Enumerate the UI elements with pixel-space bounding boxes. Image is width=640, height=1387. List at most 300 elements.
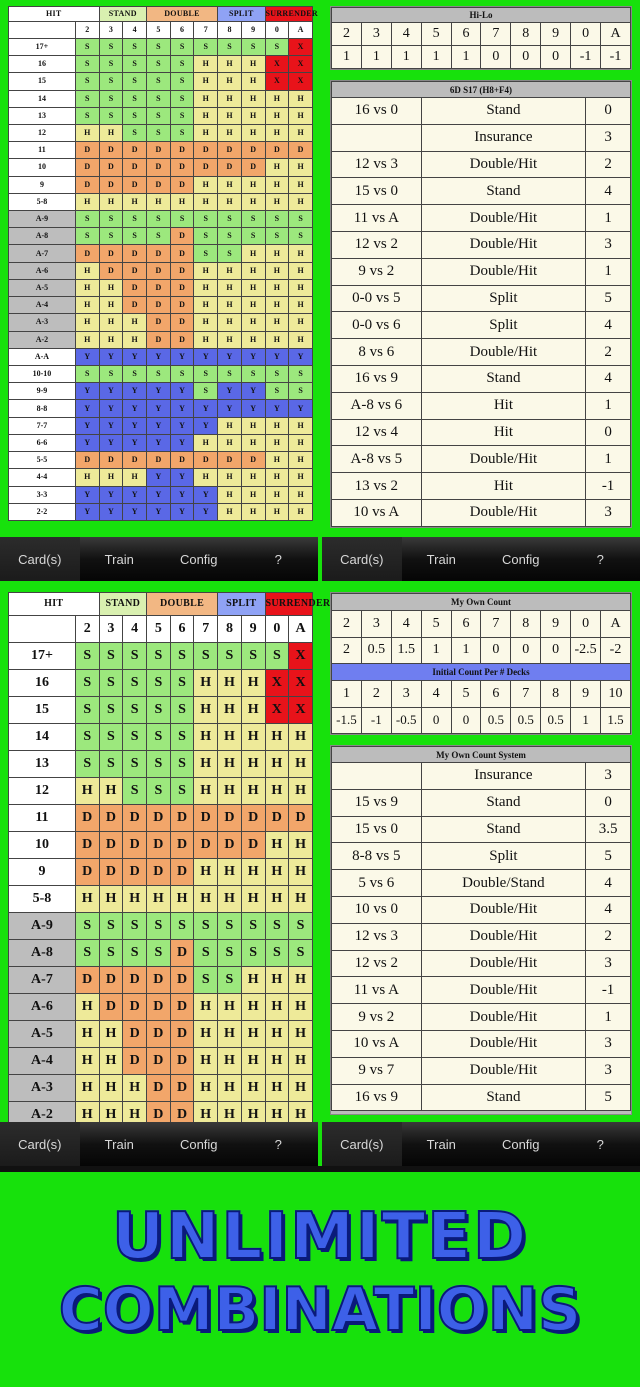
- deviation-row[interactable]: [332, 816, 631, 843]
- action-cell[interactable]: H: [241, 193, 265, 210]
- action-cell[interactable]: S: [146, 73, 170, 90]
- action-cell[interactable]: D: [99, 262, 123, 279]
- toolbar-config-button[interactable]: Config: [179, 1136, 218, 1152]
- action-cell[interactable]: H: [194, 469, 218, 486]
- action-cell[interactable]: H: [265, 469, 289, 486]
- action-cell[interactable]: H: [194, 56, 218, 73]
- action-cell[interactable]: H: [265, 750, 289, 777]
- deviation-row[interactable]: [332, 1004, 631, 1031]
- action-cell[interactable]: S: [146, 124, 170, 141]
- action-cell[interactable]: D: [170, 1074, 194, 1101]
- action-cell[interactable]: H: [218, 993, 242, 1020]
- deviation-row[interactable]: [332, 870, 631, 897]
- action-cell[interactable]: S: [123, 696, 147, 723]
- action-cell[interactable]: S: [75, 642, 99, 669]
- action-cell[interactable]: X: [289, 73, 313, 90]
- action-cell[interactable]: H: [99, 1101, 123, 1128]
- action-cell[interactable]: D: [241, 804, 265, 831]
- action-cell[interactable]: S: [75, 750, 99, 777]
- action-cell[interactable]: S: [75, 723, 99, 750]
- action-cell[interactable]: Y: [289, 348, 313, 365]
- action-cell[interactable]: S: [123, 939, 147, 966]
- action-cell[interactable]: H: [241, 245, 265, 262]
- action-cell[interactable]: H: [289, 885, 313, 912]
- action-cell[interactable]: S: [146, 56, 170, 73]
- action-cell[interactable]: D: [75, 831, 99, 858]
- action-cell[interactable]: H: [265, 831, 289, 858]
- action-cell[interactable]: D: [146, 314, 170, 331]
- action-cell[interactable]: D: [146, 245, 170, 262]
- action-cell[interactable]: H: [218, 1101, 242, 1128]
- action-cell[interactable]: H: [289, 503, 313, 520]
- action-cell[interactable]: H: [218, 434, 242, 451]
- action-cell[interactable]: D: [170, 939, 194, 966]
- action-cell[interactable]: H: [289, 966, 313, 993]
- action-cell[interactable]: H: [241, 1101, 265, 1128]
- action-cell[interactable]: S: [265, 366, 289, 383]
- action-cell[interactable]: H: [289, 452, 313, 469]
- action-cell[interactable]: H: [265, 452, 289, 469]
- action-cell[interactable]: S: [241, 939, 265, 966]
- action-cell[interactable]: S: [99, 642, 123, 669]
- action-cell[interactable]: D: [146, 804, 170, 831]
- action-cell[interactable]: D: [170, 452, 194, 469]
- action-cell[interactable]: H: [218, 486, 242, 503]
- action-cell[interactable]: Y: [170, 383, 194, 400]
- action-cell[interactable]: S: [146, 750, 170, 777]
- action-cell[interactable]: H: [265, 434, 289, 451]
- action-cell[interactable]: S: [194, 366, 218, 383]
- action-cell[interactable]: S: [123, 228, 147, 245]
- action-cell[interactable]: H: [241, 417, 265, 434]
- action-cell[interactable]: D: [194, 142, 218, 159]
- action-cell[interactable]: D: [218, 159, 242, 176]
- action-cell[interactable]: S: [75, 73, 99, 90]
- deviation-row[interactable]: [332, 365, 631, 392]
- action-cell[interactable]: D: [170, 245, 194, 262]
- action-cell[interactable]: H: [241, 262, 265, 279]
- action-cell[interactable]: H: [265, 503, 289, 520]
- action-cell[interactable]: D: [170, 1101, 194, 1128]
- action-cell[interactable]: S: [170, 56, 194, 73]
- action-cell[interactable]: H: [241, 486, 265, 503]
- action-cell[interactable]: H: [289, 159, 313, 176]
- action-cell[interactable]: H: [218, 331, 242, 348]
- action-cell[interactable]: H: [194, 124, 218, 141]
- action-cell[interactable]: H: [241, 723, 265, 750]
- action-cell[interactable]: D: [123, 1047, 147, 1074]
- action-cell[interactable]: D: [75, 245, 99, 262]
- action-cell[interactable]: S: [75, 939, 99, 966]
- deviation-row[interactable]: [332, 419, 631, 446]
- action-cell[interactable]: H: [265, 90, 289, 107]
- toolbar-cards-button[interactable]: Card(s): [322, 1122, 402, 1166]
- action-cell[interactable]: Y: [75, 348, 99, 365]
- action-cell[interactable]: D: [123, 245, 147, 262]
- action-cell[interactable]: S: [146, 777, 170, 804]
- action-cell[interactable]: H: [289, 107, 313, 124]
- deviation-row[interactable]: [332, 339, 631, 366]
- action-cell[interactable]: H: [123, 331, 147, 348]
- action-cell[interactable]: D: [123, 831, 147, 858]
- action-cell[interactable]: H: [241, 503, 265, 520]
- action-cell[interactable]: Y: [194, 400, 218, 417]
- action-cell[interactable]: S: [241, 228, 265, 245]
- action-cell[interactable]: S: [146, 38, 170, 55]
- own-system-box[interactable]: [330, 745, 632, 1115]
- action-cell[interactable]: D: [99, 831, 123, 858]
- deviation-row[interactable]: [332, 977, 631, 1004]
- action-cell[interactable]: D: [75, 142, 99, 159]
- action-cell[interactable]: H: [218, 858, 242, 885]
- action-cell[interactable]: S: [170, 38, 194, 55]
- action-cell[interactable]: D: [170, 142, 194, 159]
- action-cell[interactable]: S: [170, 750, 194, 777]
- action-cell[interactable]: D: [75, 966, 99, 993]
- action-cell[interactable]: H: [170, 193, 194, 210]
- action-cell[interactable]: H: [241, 885, 265, 912]
- action-cell[interactable]: Y: [75, 417, 99, 434]
- action-cell[interactable]: Y: [146, 434, 170, 451]
- action-cell[interactable]: H: [194, 331, 218, 348]
- action-cell[interactable]: S: [170, 723, 194, 750]
- action-cell[interactable]: H: [265, 124, 289, 141]
- action-cell[interactable]: S: [123, 90, 147, 107]
- action-cell[interactable]: H: [265, 193, 289, 210]
- action-cell[interactable]: S: [99, 366, 123, 383]
- toolbar-help-button[interactable]: ?: [596, 551, 604, 567]
- deviation-row[interactable]: [332, 312, 631, 339]
- action-cell[interactable]: D: [170, 159, 194, 176]
- action-cell[interactable]: D: [75, 176, 99, 193]
- action-cell[interactable]: S: [265, 912, 289, 939]
- action-cell[interactable]: Y: [170, 434, 194, 451]
- action-cell[interactable]: H: [241, 1074, 265, 1101]
- action-cell[interactable]: S: [75, 107, 99, 124]
- action-cell[interactable]: H: [265, 486, 289, 503]
- action-cell[interactable]: H: [123, 314, 147, 331]
- action-cell[interactable]: H: [194, 750, 218, 777]
- action-cell[interactable]: H: [241, 696, 265, 723]
- action-cell[interactable]: S: [218, 38, 242, 55]
- action-cell[interactable]: H: [218, 1074, 242, 1101]
- action-cell[interactable]: S: [123, 107, 147, 124]
- action-cell[interactable]: Y: [123, 434, 147, 451]
- action-cell[interactable]: H: [194, 993, 218, 1020]
- action-cell[interactable]: S: [123, 56, 147, 73]
- action-cell[interactable]: H: [265, 279, 289, 296]
- action-cell[interactable]: H: [99, 1020, 123, 1047]
- action-cell[interactable]: D: [123, 279, 147, 296]
- action-cell[interactable]: H: [289, 193, 313, 210]
- action-cell[interactable]: D: [146, 1020, 170, 1047]
- action-cell[interactable]: H: [146, 885, 170, 912]
- action-cell[interactable]: S: [170, 211, 194, 228]
- action-cell[interactable]: H: [265, 723, 289, 750]
- action-cell[interactable]: S: [170, 777, 194, 804]
- action-cell[interactable]: Y: [170, 469, 194, 486]
- action-cell[interactable]: D: [123, 804, 147, 831]
- deviation-row[interactable]: [332, 285, 631, 312]
- action-cell[interactable]: S: [194, 939, 218, 966]
- deviation-row[interactable]: [332, 446, 631, 473]
- action-cell[interactable]: H: [241, 434, 265, 451]
- action-cell[interactable]: S: [99, 38, 123, 55]
- action-cell[interactable]: H: [75, 469, 99, 486]
- action-cell[interactable]: S: [289, 912, 313, 939]
- action-cell[interactable]: Y: [123, 486, 147, 503]
- action-cell[interactable]: S: [123, 777, 147, 804]
- action-cell[interactable]: H: [123, 1074, 147, 1101]
- action-cell[interactable]: S: [146, 228, 170, 245]
- action-cell[interactable]: S: [123, 723, 147, 750]
- action-cell[interactable]: H: [241, 124, 265, 141]
- action-cell[interactable]: D: [194, 452, 218, 469]
- action-cell[interactable]: D: [146, 831, 170, 858]
- action-cell[interactable]: H: [75, 1047, 99, 1074]
- action-cell[interactable]: H: [218, 176, 242, 193]
- action-cell[interactable]: D: [146, 966, 170, 993]
- action-cell[interactable]: H: [218, 723, 242, 750]
- action-cell[interactable]: H: [289, 750, 313, 777]
- action-cell[interactable]: H: [75, 297, 99, 314]
- action-cell[interactable]: D: [289, 804, 313, 831]
- toolbar-train-button[interactable]: Train: [104, 551, 134, 567]
- action-cell[interactable]: D: [123, 297, 147, 314]
- action-cell[interactable]: H: [289, 417, 313, 434]
- deviation-row[interactable]: [332, 499, 631, 526]
- action-cell[interactable]: H: [289, 831, 313, 858]
- action-cell[interactable]: H: [194, 858, 218, 885]
- action-cell[interactable]: H: [265, 993, 289, 1020]
- action-cell[interactable]: H: [241, 331, 265, 348]
- action-cell[interactable]: S: [265, 642, 289, 669]
- action-cell[interactable]: Y: [194, 503, 218, 520]
- toolbar-train-button[interactable]: Train: [426, 551, 456, 567]
- action-cell[interactable]: H: [265, 417, 289, 434]
- action-cell[interactable]: H: [289, 124, 313, 141]
- action-cell[interactable]: S: [194, 245, 218, 262]
- action-cell[interactable]: S: [218, 228, 242, 245]
- action-cell[interactable]: S: [75, 696, 99, 723]
- toolbar-cards-button[interactable]: Card(s): [322, 537, 402, 581]
- action-cell[interactable]: S: [146, 696, 170, 723]
- action-cell[interactable]: D: [146, 993, 170, 1020]
- action-cell[interactable]: Y: [99, 503, 123, 520]
- action-cell[interactable]: D: [75, 452, 99, 469]
- action-cell[interactable]: X: [265, 56, 289, 73]
- action-cell[interactable]: S: [146, 669, 170, 696]
- action-cell[interactable]: H: [99, 777, 123, 804]
- action-cell[interactable]: H: [289, 858, 313, 885]
- action-cell[interactable]: H: [241, 279, 265, 296]
- action-cell[interactable]: D: [99, 993, 123, 1020]
- action-cell[interactable]: S: [99, 669, 123, 696]
- action-cell[interactable]: H: [218, 885, 242, 912]
- action-cell[interactable]: S: [75, 90, 99, 107]
- action-cell[interactable]: S: [146, 366, 170, 383]
- action-cell[interactable]: H: [194, 1074, 218, 1101]
- action-cell[interactable]: H: [265, 331, 289, 348]
- action-cell[interactable]: H: [75, 314, 99, 331]
- action-cell[interactable]: D: [170, 279, 194, 296]
- action-cell[interactable]: S: [99, 228, 123, 245]
- action-cell[interactable]: S: [75, 38, 99, 55]
- action-cell[interactable]: H: [75, 1020, 99, 1047]
- action-cell[interactable]: S: [99, 696, 123, 723]
- action-cell[interactable]: Y: [99, 417, 123, 434]
- action-cell[interactable]: H: [289, 176, 313, 193]
- action-cell[interactable]: S: [75, 211, 99, 228]
- action-cell[interactable]: S: [146, 90, 170, 107]
- action-cell[interactable]: H: [99, 885, 123, 912]
- action-cell[interactable]: S: [265, 38, 289, 55]
- toolbar-help-button[interactable]: ?: [274, 1136, 282, 1152]
- action-cell[interactable]: D: [170, 314, 194, 331]
- action-cell[interactable]: H: [218, 1020, 242, 1047]
- action-cell[interactable]: D: [146, 297, 170, 314]
- action-cell[interactable]: D: [170, 993, 194, 1020]
- action-cell[interactable]: D: [99, 245, 123, 262]
- action-cell[interactable]: X: [289, 669, 313, 696]
- action-cell[interactable]: D: [218, 452, 242, 469]
- deviation-row[interactable]: [332, 178, 631, 205]
- action-cell[interactable]: Y: [146, 383, 170, 400]
- action-cell[interactable]: H: [75, 777, 99, 804]
- action-cell[interactable]: H: [194, 262, 218, 279]
- action-cell[interactable]: H: [146, 193, 170, 210]
- action-cell[interactable]: H: [289, 723, 313, 750]
- action-cell[interactable]: X: [289, 38, 313, 55]
- action-cell[interactable]: H: [194, 176, 218, 193]
- action-cell[interactable]: H: [265, 245, 289, 262]
- action-cell[interactable]: D: [99, 858, 123, 885]
- action-cell[interactable]: D: [123, 993, 147, 1020]
- action-cell[interactable]: D: [265, 142, 289, 159]
- toolbar-config-button[interactable]: Config: [179, 551, 218, 567]
- action-cell[interactable]: S: [194, 38, 218, 55]
- action-cell[interactable]: H: [218, 193, 242, 210]
- toolbar-cards-button[interactable]: Card(s): [0, 1122, 80, 1166]
- action-cell[interactable]: S: [170, 90, 194, 107]
- action-cell[interactable]: H: [218, 314, 242, 331]
- action-cell[interactable]: Y: [123, 400, 147, 417]
- action-cell[interactable]: D: [123, 966, 147, 993]
- action-cell[interactable]: H: [289, 262, 313, 279]
- action-cell[interactable]: S: [265, 383, 289, 400]
- action-cell[interactable]: S: [218, 245, 242, 262]
- action-cell[interactable]: S: [241, 211, 265, 228]
- action-cell[interactable]: H: [194, 297, 218, 314]
- action-cell[interactable]: D: [99, 159, 123, 176]
- action-cell[interactable]: H: [194, 669, 218, 696]
- action-cell[interactable]: Y: [170, 400, 194, 417]
- action-cell[interactable]: H: [194, 1101, 218, 1128]
- action-cell[interactable]: D: [170, 966, 194, 993]
- action-cell[interactable]: X: [289, 642, 313, 669]
- action-cell[interactable]: S: [241, 38, 265, 55]
- deviation-row[interactable]: [332, 896, 631, 923]
- action-cell[interactable]: D: [146, 279, 170, 296]
- action-cell[interactable]: S: [265, 211, 289, 228]
- action-cell[interactable]: Y: [75, 486, 99, 503]
- action-cell[interactable]: S: [194, 912, 218, 939]
- action-cell[interactable]: H: [265, 966, 289, 993]
- action-cell[interactable]: Y: [75, 434, 99, 451]
- action-cell[interactable]: H: [218, 696, 242, 723]
- action-cell[interactable]: Y: [241, 348, 265, 365]
- deviation-row[interactable]: [332, 98, 631, 125]
- action-cell[interactable]: S: [99, 90, 123, 107]
- action-cell[interactable]: S: [194, 228, 218, 245]
- action-cell[interactable]: H: [289, 314, 313, 331]
- action-cell[interactable]: D: [146, 1047, 170, 1074]
- action-cell[interactable]: Y: [99, 400, 123, 417]
- action-cell[interactable]: H: [218, 469, 242, 486]
- action-cell[interactable]: H: [123, 469, 147, 486]
- action-cell[interactable]: Y: [265, 400, 289, 417]
- action-cell[interactable]: H: [123, 1101, 147, 1128]
- action-cell[interactable]: X: [265, 696, 289, 723]
- action-cell[interactable]: H: [75, 124, 99, 141]
- action-cell[interactable]: H: [75, 331, 99, 348]
- action-cell[interactable]: H: [241, 56, 265, 73]
- action-cell[interactable]: H: [289, 279, 313, 296]
- deviation-row[interactable]: [332, 205, 631, 232]
- deviation-row[interactable]: [332, 258, 631, 285]
- action-cell[interactable]: X: [289, 56, 313, 73]
- action-cell[interactable]: X: [289, 696, 313, 723]
- deviation-row[interactable]: [332, 124, 631, 151]
- action-cell[interactable]: D: [146, 1101, 170, 1128]
- action-cell[interactable]: S: [99, 723, 123, 750]
- action-cell[interactable]: H: [218, 90, 242, 107]
- action-cell[interactable]: H: [194, 885, 218, 912]
- action-cell[interactable]: H: [289, 1101, 313, 1128]
- action-cell[interactable]: S: [289, 228, 313, 245]
- action-cell[interactable]: D: [146, 331, 170, 348]
- action-cell[interactable]: S: [241, 912, 265, 939]
- action-cell[interactable]: H: [241, 90, 265, 107]
- action-cell[interactable]: H: [218, 297, 242, 314]
- action-cell[interactable]: S: [99, 211, 123, 228]
- action-cell[interactable]: S: [194, 642, 218, 669]
- deviation-row[interactable]: [332, 923, 631, 950]
- action-cell[interactable]: H: [99, 1074, 123, 1101]
- action-cell[interactable]: H: [265, 1101, 289, 1128]
- action-cell[interactable]: S: [123, 73, 147, 90]
- toolbar-cards-button[interactable]: Card(s): [0, 537, 80, 581]
- action-cell[interactable]: D: [99, 966, 123, 993]
- action-cell[interactable]: H: [194, 777, 218, 804]
- action-cell[interactable]: H: [99, 124, 123, 141]
- action-cell[interactable]: H: [75, 1101, 99, 1128]
- action-cell[interactable]: Y: [75, 503, 99, 520]
- deviation-row[interactable]: [332, 763, 631, 790]
- action-cell[interactable]: S: [194, 211, 218, 228]
- action-cell[interactable]: H: [289, 1020, 313, 1047]
- action-cell[interactable]: D: [146, 452, 170, 469]
- action-cell[interactable]: H: [218, 73, 242, 90]
- action-cell[interactable]: S: [75, 669, 99, 696]
- action-cell[interactable]: Y: [218, 400, 242, 417]
- action-cell[interactable]: Y: [123, 383, 147, 400]
- action-cell[interactable]: H: [265, 1074, 289, 1101]
- action-cell[interactable]: S: [123, 366, 147, 383]
- deviations-box[interactable]: [330, 80, 632, 528]
- action-cell[interactable]: D: [146, 142, 170, 159]
- action-cell[interactable]: D: [218, 831, 242, 858]
